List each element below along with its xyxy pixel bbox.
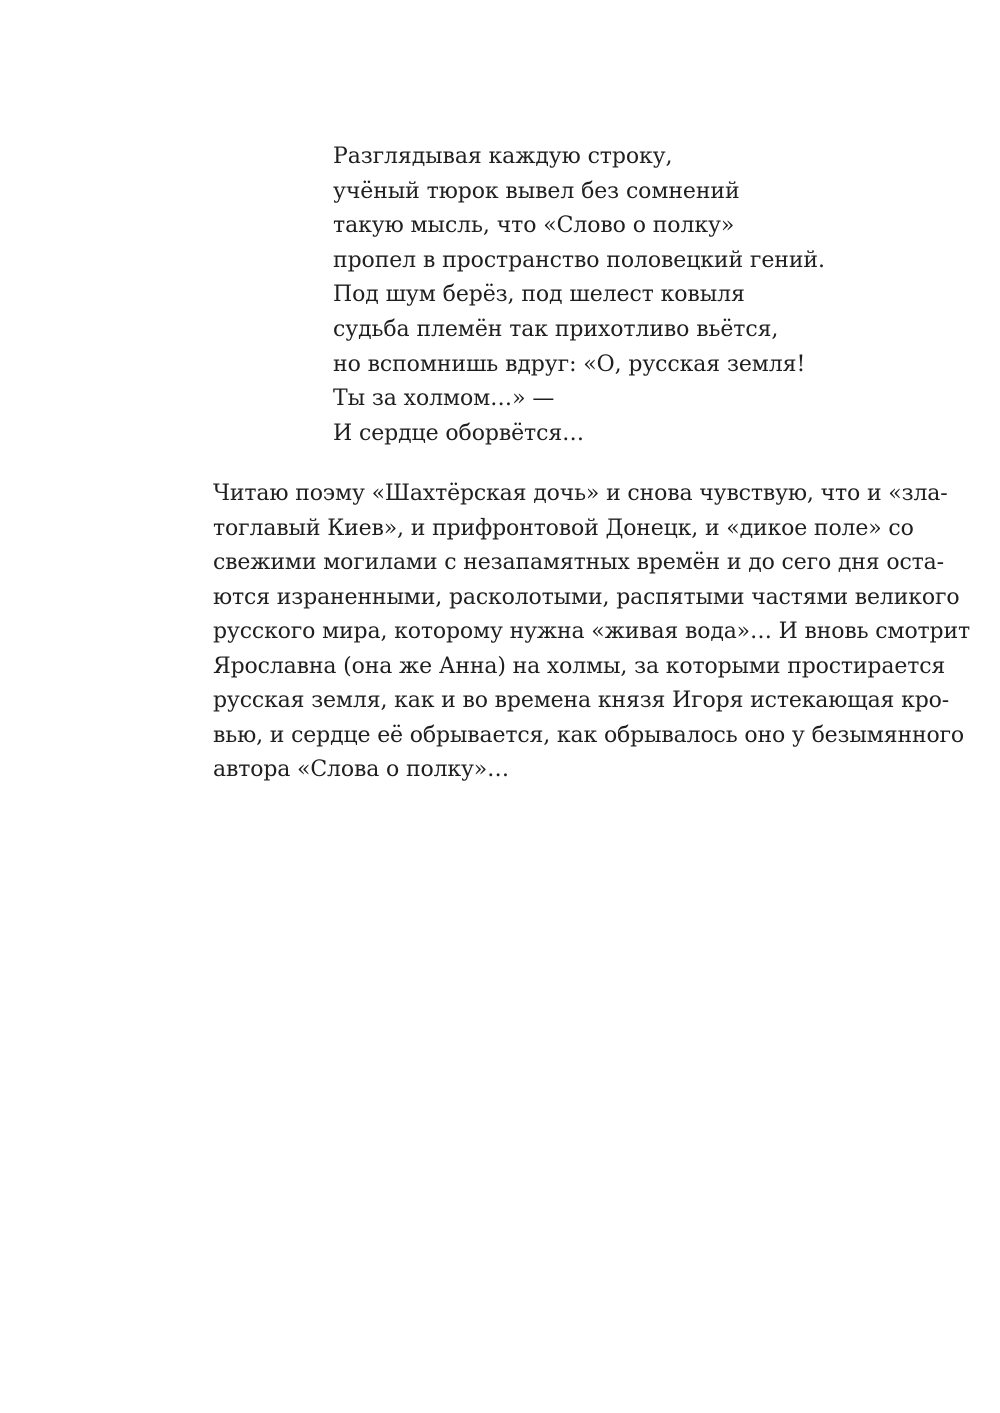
paragraph-line: русского мира, которому нужна «живая вода»… И вновь смотрит [213,619,971,644]
poem-line: но вспомнишь вдруг: «О, русская земля! [333,351,806,377]
poem-stanza [333,140,893,451]
poem-line: Разглядывая каждую строку, [333,144,673,169]
paragraph-line: вью, и сердце её обрывается, как обрывалось оно у безымянного [213,722,965,748]
paragraph-line: ются израненными, расколотыми, распятыми частями великого [213,584,960,610]
paragraph-line: тоглавый Киев», и прифронтовой Донецк, и «дикое поле» со [213,515,914,541]
paragraph-line: свежими могилами с незапамятных времён и до сего дня оста- [213,550,944,575]
poem-line: судьба племён так прихотливо вьётся, [333,316,779,342]
poem-line: такую мысль, что «Слово о полку» [333,213,735,239]
prose-paragraph [213,477,971,788]
poem-line: И сердце оборвётся… [333,420,585,446]
poem-line: Под шум берёз, под шелест ковыля [333,282,745,308]
paragraph-line: русская земля, как и во времена князя Игоря истекающая кро- [213,688,950,713]
paragraph-line: Читаю поэму «Шахтёрская дочь» и снова чувствую, что и «зла- [213,481,948,506]
paragraph-line: автора «Слова о полку»… [213,757,509,782]
poem-line: Ты за холмом…» — [333,386,555,412]
poem-line: пропел в пространство половецкий гений. [333,247,825,273]
poem-line: учёный тюрок вывел без сомнений [333,178,740,204]
paragraph-line: Ярославна (она же Анна) на холмы, за которыми простирается [213,653,946,679]
